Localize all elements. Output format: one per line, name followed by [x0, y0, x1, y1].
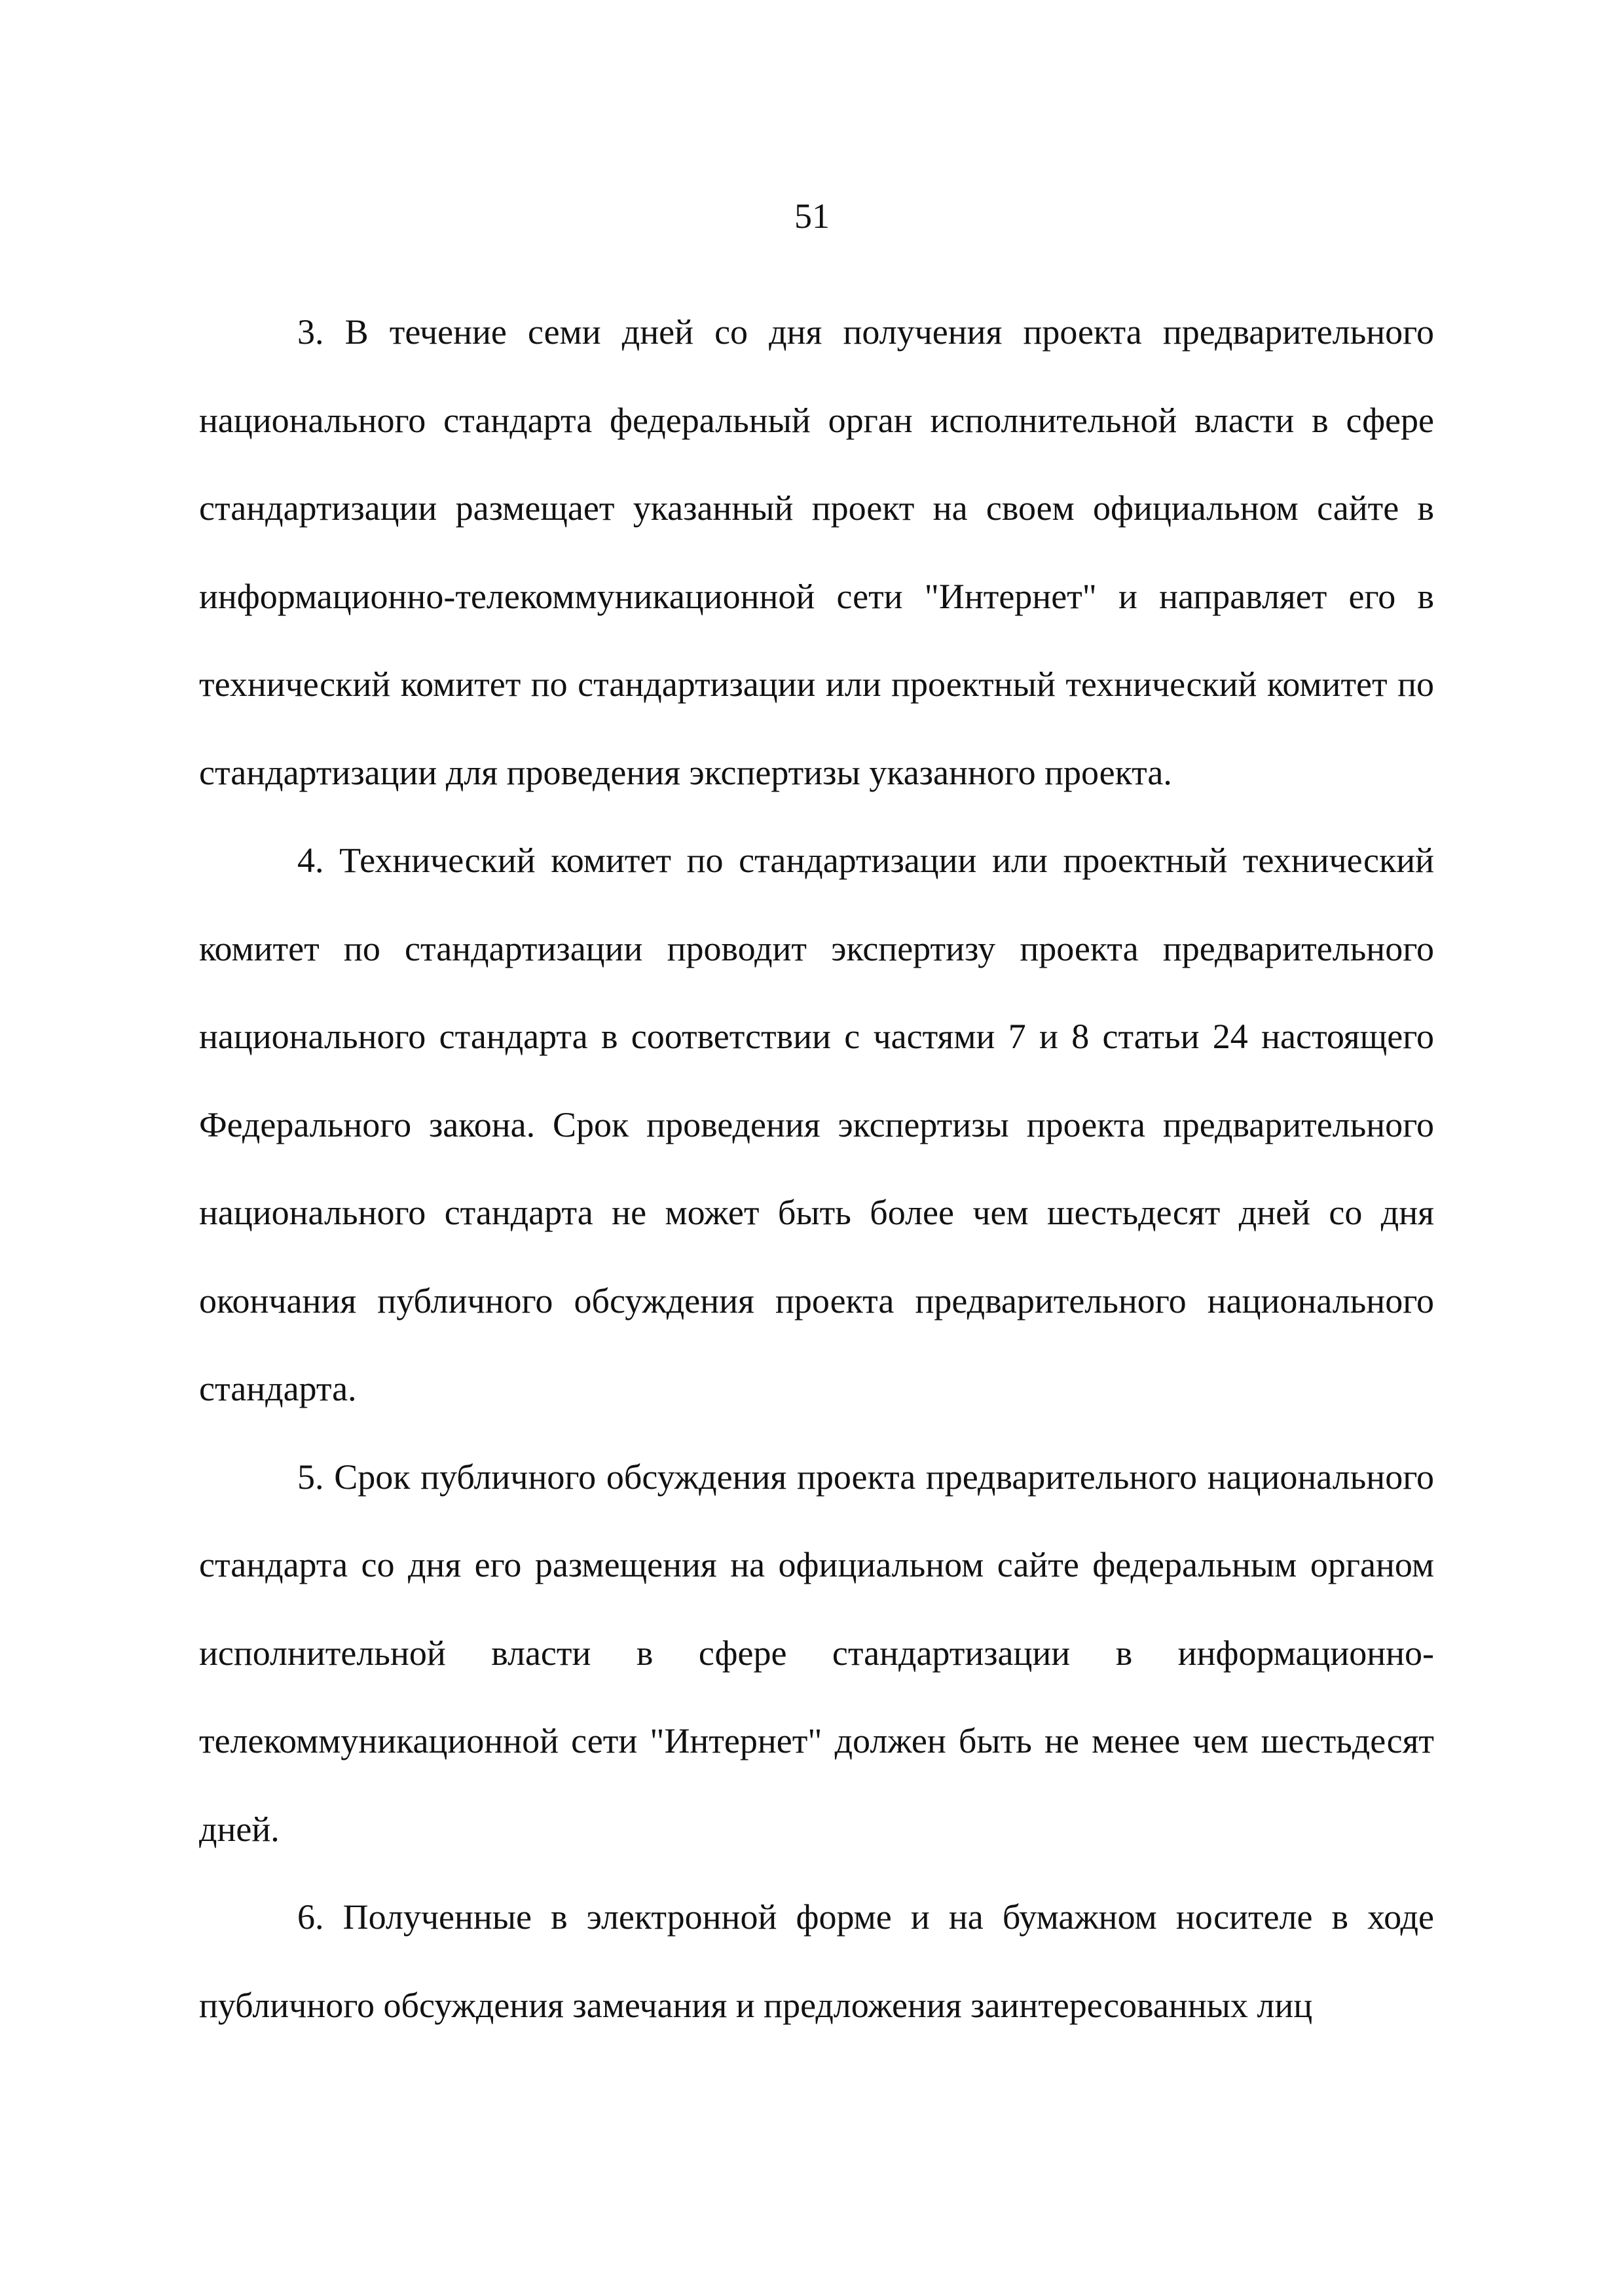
- paragraph-3: 3. В течение семи дней со дня получения проекта предварительного национального стандарта федеральный орган исполнительной власти в сфере стандартизации размещает указанный проект на своем официальном сайте в информационно-телекоммуникационной сети "Интернет" и направляет его в технический комитет по стандартизации или проектный технический комитет по стандартизации для проведения экспертизы указанного проекта.: [199, 312, 1434, 792]
- paragraph-4: 4. Технический комитет по стандартизации или проектный технический комитет по стандартизации проводит экспертизу проекта предварительного национального стандарта в соответствии с частями 7 и 8 статьи 24 настоящего Федерального закона. Срок проведения экспертизы проекта предварительного национального стандарта не может быть более чем шестьдесят дней со дня окончания публичного обсуждения проекта предварительного национального стандарта.: [199, 841, 1434, 1408]
- page-number: 51: [794, 196, 830, 236]
- document-body: [199, 288, 1434, 2049]
- paragraph-5: 5. Срок публичного обсуждения проекта предварительного национального стандарта со дня его размещения на официальном сайте федеральным органом исполнительной власти в сфере стандартизации в информационно-телекоммуникационной сети "Интернет" должен быть не менее чем шестьдесят дней.: [199, 1457, 1434, 1849]
- paragraph-6: 6. Полученные в электронной форме и на бумажном носителе в ходе публичного обсуждения замечания и предложения заинтересованных лиц: [199, 1897, 1434, 2025]
